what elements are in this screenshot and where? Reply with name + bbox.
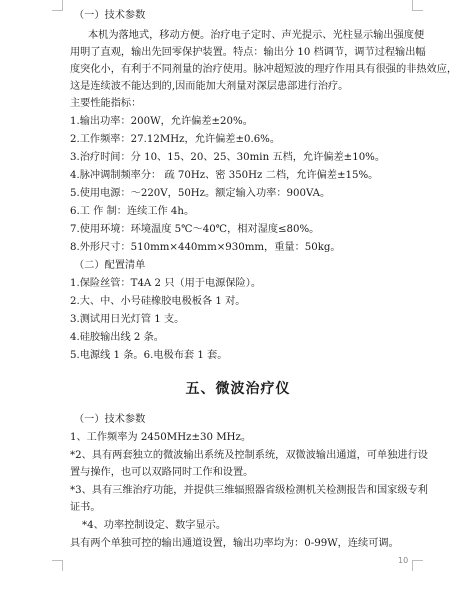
perf-item-3: 3.治疗时间：分 10、15、20、25、30min 五档，允许偏差±10%。 <box>70 152 386 163</box>
perf-item-7: 7.使用环境：环境温度 5℃～40℃，相对湿度≤80%。 <box>70 224 320 235</box>
intro-line-2: 用明了直观，输出先回零保护装置。特点：输出分 10 档调节，调节过程输出幅 <box>70 47 426 58</box>
microwave-item-3-cont: 证书。 <box>70 502 101 513</box>
config-item-4: 4.硅胶输出线 2 条。 <box>70 332 164 343</box>
microwave-item-2: *2、具有两套独立的微波输出系统及控制系统，双微波输出通道，可单独进行设 <box>70 450 428 461</box>
section-1-heading: （一）技术参数 <box>74 10 146 21</box>
microwave-channel-note: 具有两个单独可控的输出通道设置，输出功率均为：0-99W，连续可调。 <box>70 538 399 549</box>
perf-item-1: 1.输出功率：200W，允许偏差±20%。 <box>70 116 253 127</box>
microwave-item-1: 1、工作频率为 2450MHz±30 MHz。 <box>70 432 252 443</box>
section-5-title: 五、微波治疗仪 <box>185 381 291 397</box>
crop-mark-bottom-left <box>52 560 63 571</box>
crop-mark-top-right <box>412 0 423 11</box>
config-item-3: 3.测试用日光灯管 1 支。 <box>70 314 185 325</box>
intro-line-3: 度突化小，有利于不同剂量的治疗使用。脉冲超短波的理疗作用具有很强的非热效应， <box>70 64 458 75</box>
section-2-heading: （二）配置清单 <box>74 260 146 271</box>
intro-line-4: 这是连续波不能达到的,因而能加大剂量对深层患部进行治疗。 <box>70 81 349 92</box>
crop-mark-top-left <box>52 0 63 11</box>
perf-item-2: 2.工作频率：27.12MHz，允许偏差±0.6%。 <box>70 134 281 145</box>
page-number: 10 <box>398 556 409 565</box>
microwave-item-4: *4、功率控制设定、数字显示。 <box>82 520 227 531</box>
microwave-item-3: *3、具有三维治疗功能，并提供三维辐照器省级检测机关检测报告和国家级专利 <box>70 485 428 496</box>
config-item-2: 2.大、中、小号硅橡胶电极板各 1 对。 <box>70 296 246 307</box>
config-item-1: 1.保险丝管：T4A 2 只（用于电源保险）。 <box>70 278 262 289</box>
config-item-5: 5.电源线 1 条。6.电极布套 1 套。 <box>70 350 228 361</box>
microwave-item-2-cont: 置与操作，也可以双路同时工作和设置。 <box>70 467 254 478</box>
perf-item-5: 5.使用电源：～220V，50Hz。额定输入功率：900VA。 <box>70 188 331 199</box>
section-5-heading: （一）技术参数 <box>74 414 146 425</box>
intro-line-1: 本机为落地式，移动方便。治疗电子定时、声光提示、光柱显示输出强度便 <box>88 30 425 41</box>
perf-item-6: 6.工 作 制：连续工作 4h。 <box>70 206 195 217</box>
perf-heading: 主要性能指标： <box>70 98 142 109</box>
perf-item-8: 8.外形尺寸：510mm×440mm×930mm，重量：50kg。 <box>70 242 341 253</box>
crop-mark-bottom-right <box>412 560 423 571</box>
perf-item-4: 4.脉冲调制频率分： 疏 70Hz、密 350Hz 二档，允许偏差±15%。 <box>70 170 379 181</box>
